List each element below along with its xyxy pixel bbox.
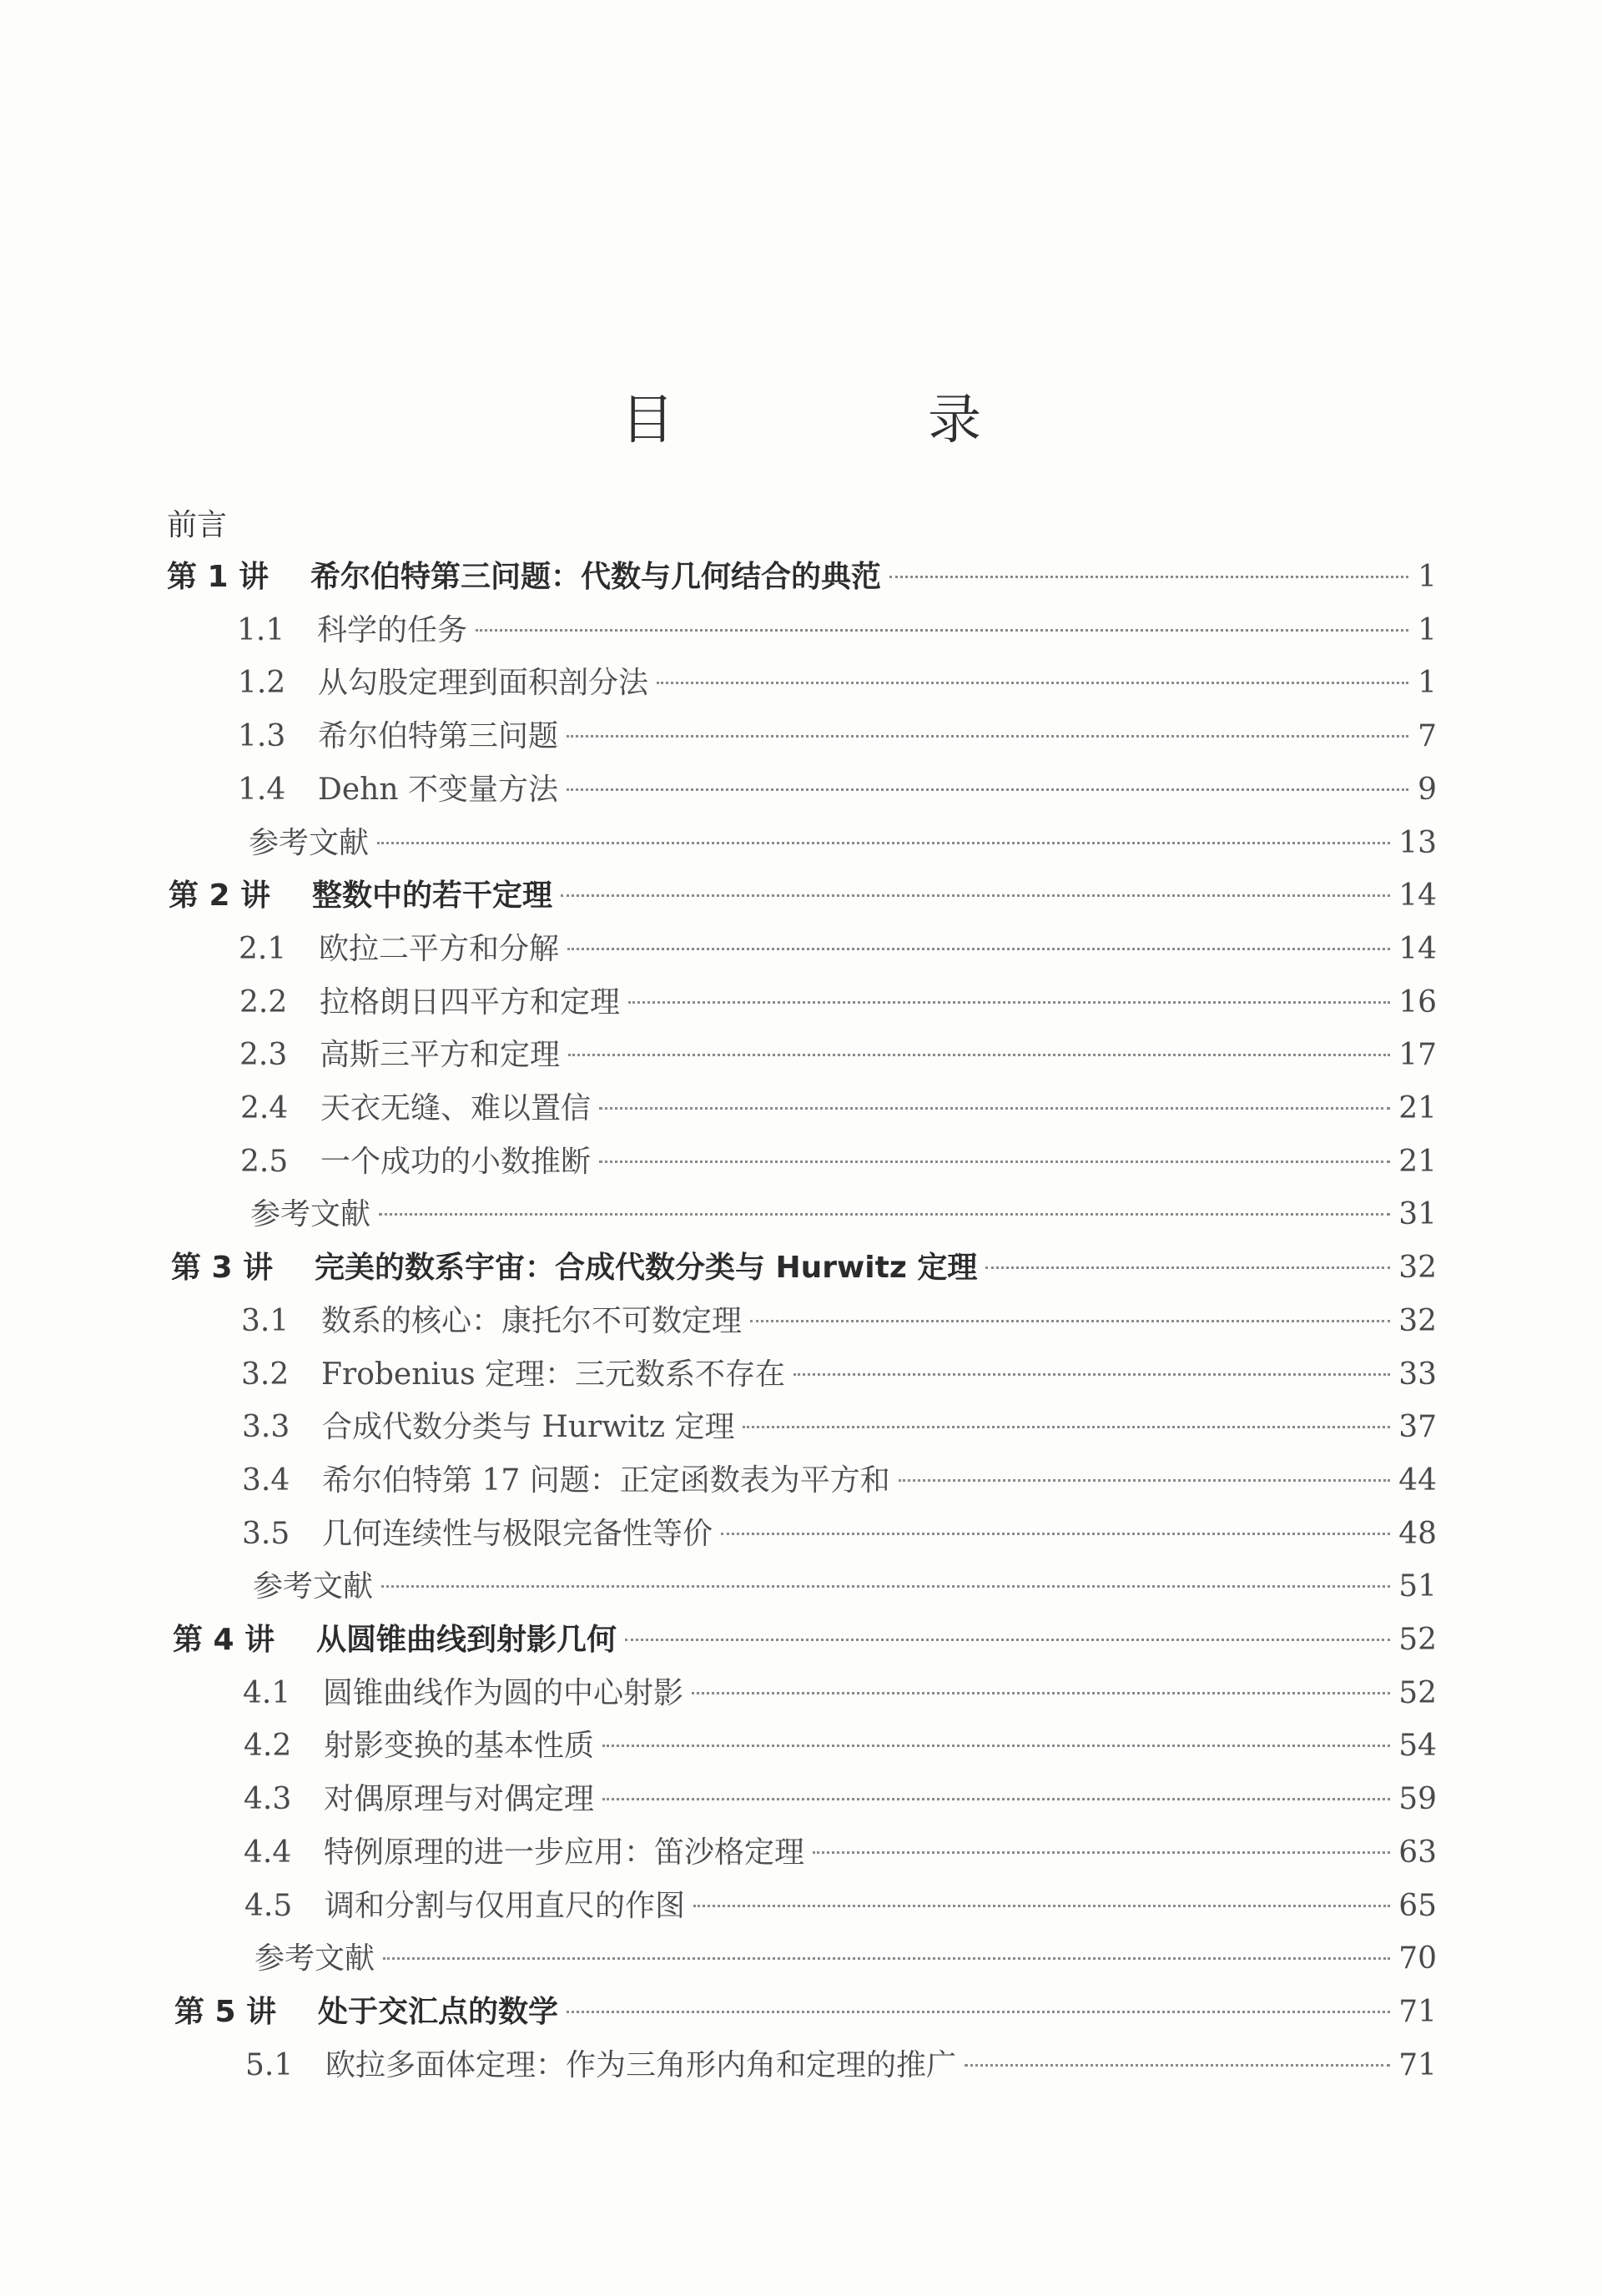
toc-entry-number: 3.5 [242, 1517, 290, 1551]
toc-entry-page-number: 21 [1398, 1091, 1437, 1125]
toc-entry-number: 1.2 [238, 666, 286, 700]
dot-leader [628, 1001, 1390, 1004]
toc-section-entry [238, 657, 1437, 710]
toc-entry-title: 从圆锥曲线到射影几何 [316, 1623, 617, 1657]
dot-leader [899, 1479, 1390, 1482]
toc-entry-page-number: 32 [1398, 1304, 1437, 1338]
dot-leader [693, 1905, 1390, 1907]
toc-entry-page-number: 14 [1398, 879, 1437, 913]
toc-entry-title: 特例原理的进一步应用：笛沙格定理 [324, 1835, 805, 1870]
toc-entry-page-number: 16 [1398, 985, 1437, 1020]
toc-entry-number: 4.3 [244, 1782, 292, 1816]
toc-entry-title: 一个成功的小数推断 [320, 1145, 592, 1179]
toc-entry-title: 参考文献 [249, 826, 370, 860]
toc-entry-page-number: 14 [1398, 932, 1437, 966]
toc-entry-number: 3.4 [242, 1463, 290, 1498]
dot-leader [602, 1798, 1390, 1800]
dot-leader [567, 2011, 1390, 2013]
toc-entry-page-number: 71 [1398, 2048, 1437, 2082]
toc-entry-title: 参考文献 [250, 1197, 371, 1231]
toc-section-entry [239, 923, 1437, 976]
dot-leader [561, 894, 1390, 897]
dot-leader [657, 682, 1408, 684]
toc-section-entry [240, 1082, 1437, 1135]
toc-entry-title: 圆锥曲线作为圆的中心射影 [323, 1676, 684, 1710]
toc-entry-number: 第 2 讲 [169, 879, 271, 913]
toc-entry-page-number: 7 [1418, 719, 1437, 753]
toc-entry-title: 射影变换的基本性质 [324, 1729, 595, 1763]
toc-entry-page-number: 71 [1398, 1995, 1437, 2029]
toc-entry-number: 2.5 [240, 1145, 289, 1179]
toc-entry-number: 4.1 [243, 1676, 291, 1710]
toc-entry-number: 1.1 [237, 613, 285, 647]
dot-leader [889, 576, 1408, 578]
toc-entry-title: 整数中的若干定理 [312, 879, 553, 913]
toc-section-entry [244, 1719, 1437, 1773]
toc-entry-title: 拉格朗日四平方和定理 [320, 985, 621, 1020]
toc-entry-title: 希尔伯特第三问题 [318, 719, 559, 753]
toc-entry-number: 第 1 讲 [167, 560, 270, 594]
toc-entry-title: 天衣无缝、难以置信 [320, 1091, 592, 1125]
toc-entry-page-number: 70 [1398, 1941, 1437, 1976]
toc-entry-number: 第 4 讲 [173, 1623, 275, 1657]
toc-entry-number: 4.5 [244, 1889, 293, 1923]
dot-leader [602, 1745, 1390, 1747]
toc-entry-page-number: 52 [1398, 1623, 1437, 1657]
toc-entry-title: 高斯三平方和定理 [320, 1038, 561, 1072]
toc-entry-number: 1.3 [238, 719, 286, 753]
toc-entry-number: 5.1 [245, 2048, 294, 2082]
toc-entry-number: 3.2 [241, 1357, 290, 1392]
dot-leader [567, 788, 1408, 791]
dot-leader [743, 1426, 1390, 1428]
toc-chapter-entry [167, 551, 1437, 604]
toc-entry-number: 2.3 [239, 1038, 288, 1072]
toc-entry-page-number: 37 [1398, 1410, 1437, 1444]
toc-entry-page-number: 63 [1398, 1835, 1437, 1870]
toc-entry-title: 几何连续性与极限完备性等价 [322, 1517, 713, 1551]
toc-entry-page-number: 33 [1398, 1357, 1437, 1392]
toc-section-entry [237, 604, 1437, 657]
toc-entry-title: Frobenius 定理：三元数系不存在 [321, 1357, 786, 1392]
dot-leader [692, 1692, 1390, 1694]
toc-entry-preface: 前言 [167, 508, 228, 542]
toc-entry-page-number: 1 [1418, 560, 1437, 594]
toc-entry-title: 科学的任务 [317, 613, 468, 647]
toc-entry-title: 数系的核心：康托尔不可数定理 [321, 1304, 743, 1338]
toc-entry-page-number: 17 [1398, 1038, 1437, 1072]
dot-leader [793, 1373, 1390, 1376]
toc-entry-page-number: 31 [1398, 1197, 1437, 1231]
toc-chapter-entry [171, 1241, 1437, 1295]
toc-entry-page-number: 9 [1418, 773, 1437, 807]
dot-leader [476, 629, 1408, 632]
toc-section-entry [242, 1401, 1437, 1454]
toc-entry-page-number: 21 [1398, 1145, 1437, 1179]
toc-entry-number: 2.2 [239, 985, 288, 1020]
toc-entry-number: 4.2 [244, 1729, 292, 1763]
toc-entry-title: 欧拉二平方和分解 [319, 932, 560, 966]
toc-section-entry [245, 2039, 1437, 2092]
dot-leader [985, 1266, 1390, 1269]
toc-section-entry [242, 1508, 1437, 1561]
toc-section-entry [239, 976, 1437, 1030]
toc-section-entry [244, 1773, 1437, 1826]
toc-section-entry [241, 1295, 1437, 1348]
dot-leader [568, 1054, 1390, 1056]
toc-entry-title: 合成代数分类与 Hurwitz 定理 [322, 1410, 735, 1444]
toc-entry-title: 欧拉多面体定理：作为三角形内角和定理的推广 [325, 2048, 957, 2082]
toc-entry-page-number: 1 [1418, 613, 1437, 647]
toc-chapter-entry [173, 1614, 1437, 1667]
toc-references-entry [250, 1188, 1437, 1241]
toc-entry-page-number: 1 [1418, 666, 1437, 700]
toc-entry-title: Dehn 不变量方法 [318, 773, 558, 807]
toc-entry-title: 从勾股定理到面积剖分法 [318, 666, 649, 700]
toc-entry-number: 第 3 讲 [171, 1251, 274, 1285]
toc-entry-title: 参考文献 [254, 1941, 375, 1976]
dot-leader [721, 1533, 1390, 1535]
dot-leader [383, 1957, 1390, 1960]
dot-leader [567, 735, 1408, 738]
dot-leader [813, 1851, 1390, 1854]
toc-references-entry [253, 1560, 1437, 1614]
toc-entry-number: 3.1 [241, 1304, 290, 1338]
toc-entry-page-number: 32 [1398, 1251, 1437, 1285]
dot-leader [750, 1320, 1390, 1322]
toc-section-entry [243, 1667, 1437, 1720]
toc-entry-number: 第 5 讲 [174, 1995, 277, 2029]
toc-chapter-entry [169, 869, 1437, 923]
toc-entry-page-number: 52 [1398, 1676, 1437, 1710]
toc-entry-title: 完美的数系宇宙：合成代数分类与 Hurwitz 定理 [315, 1251, 978, 1285]
toc-entry-number: 1.4 [238, 773, 286, 807]
toc-entry-title: 参考文献 [253, 1569, 374, 1604]
toc-entry-title: 希尔伯特第 17 问题：正定函数表为平方和 [322, 1463, 890, 1498]
toc-entry-page-number: 54 [1398, 1729, 1437, 1763]
toc-section-entry [242, 1454, 1437, 1508]
toc-entry-page-number: 59 [1398, 1782, 1437, 1816]
dot-leader [625, 1639, 1390, 1641]
toc-section-entry [244, 1880, 1437, 1933]
toc-entry-number: 3.3 [242, 1410, 290, 1444]
toc-entry-number: 2.4 [240, 1091, 289, 1125]
dot-leader [599, 1161, 1390, 1163]
page-title: 目 录 [621, 390, 1081, 451]
toc-entry-title: 处于交汇点的数学 [318, 1995, 559, 2029]
toc-references-entry [249, 817, 1437, 870]
toc-entry-page-number: 44 [1398, 1463, 1437, 1498]
toc-entry-page-number: 51 [1398, 1569, 1437, 1604]
dot-leader [379, 1213, 1390, 1216]
dot-leader [965, 2064, 1390, 2067]
toc-entry-title: 对偶原理与对偶定理 [324, 1782, 595, 1816]
toc-entry-number: 2.1 [239, 932, 287, 966]
toc-entry-page-number: 13 [1398, 826, 1437, 860]
toc-section-entry [238, 763, 1437, 817]
dot-leader [599, 1107, 1390, 1110]
dot-leader [567, 948, 1390, 950]
toc-entry-number: 4.4 [244, 1835, 292, 1870]
dot-leader [381, 1585, 1390, 1588]
toc-chapter-entry [174, 1986, 1437, 2039]
toc-section-entry [238, 710, 1437, 763]
toc-section-entry [239, 1029, 1437, 1082]
dot-leader [377, 842, 1390, 844]
toc-references-entry [254, 1932, 1437, 1986]
toc-entry-title: 希尔伯特第三问题：代数与几何结合的典范 [310, 560, 882, 594]
toc-entry-title: 调和分割与仅用直尺的作图 [325, 1889, 686, 1923]
toc-entry-page-number: 48 [1398, 1517, 1437, 1551]
toc-section-entry [241, 1348, 1437, 1402]
toc-section-entry [240, 1135, 1437, 1189]
toc-section-entry [244, 1826, 1437, 1880]
toc-entry-page-number: 65 [1398, 1889, 1437, 1923]
